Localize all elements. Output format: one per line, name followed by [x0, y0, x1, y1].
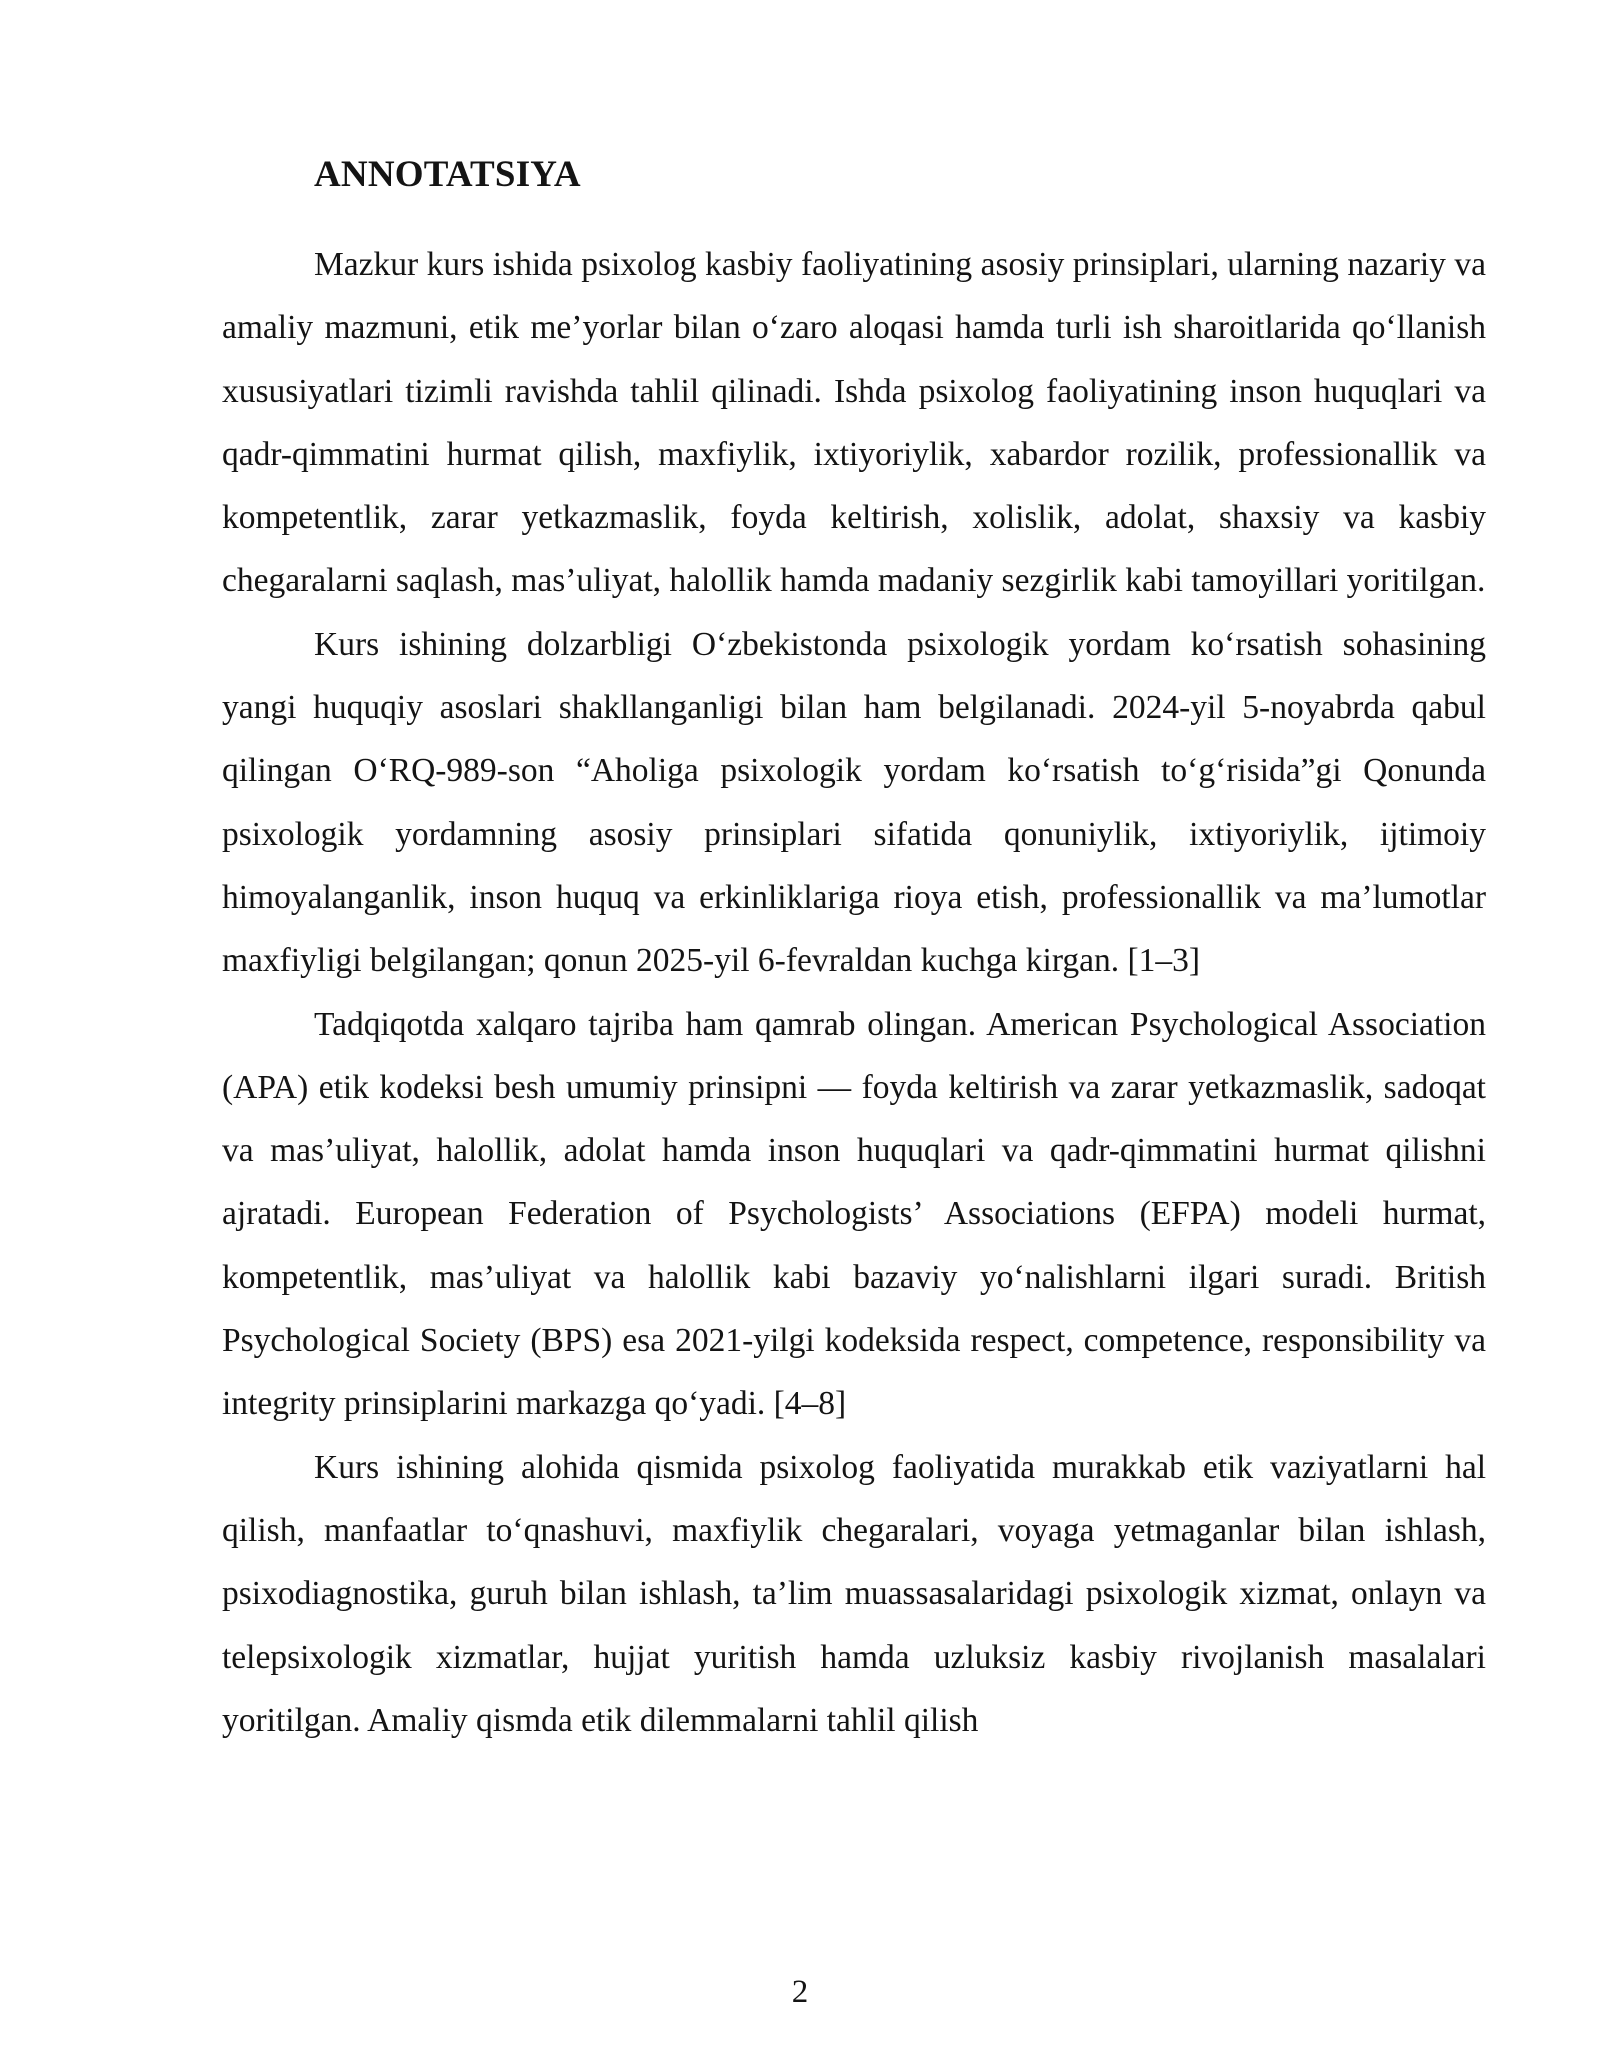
paragraph-international-experience: Tadqiqotda xalqaro tajriba ham qamrab olingan. American Psychological Association (APA) etik kodeksi besh umumiy prinsipni — foyda keltirish va zarar yetkazmaslik, sadoqat va mas’uliyat, halollik, adolat hamda inson huquqlari va qadr-qimmatini hurmat qilishni ajratadi. European Federation of Psychologists’ Associations (EFPA) modeli hurmat, kompetentlik, mas’uliyat va halollik kabi bazaviy yo‘nalishlarni ilgari suradi. British Psychological Society (BPS) esa 2021-yilgi kodeksida respect, competence, responsibility va integrity prinsiplarini markazga qo‘yadi. [4–8] [222, 1005, 1486, 1423]
page-number: 2 [791, 1974, 809, 2010]
paragraph-relevance: Kurs ishining dolzarbligi O‘zbekistonda psixologik yordam ko‘rsatish sohasining yangi huquqiy asoslari shakllanganligi bilan ham belgilanadi. 2024-yil 5-noyabrda qabul qilingan O‘RQ-989-son “Aholiga psixologik yordam ko‘rsatish to‘g‘risida”gi Qonunda psixologik yordamning asosiy prinsiplari sifatida qonuniylik, ixtiyoriylik, ijtimoiy himoyalanganlik, inson huquq va erkinliklariga rioya etish, professionallik va ma’lumotlar maxfiyligi belgilangan; qonun 2025-yil 6-fevraldan kuchga kirgan. [1–3] [222, 625, 1486, 980]
paragraph-special-topics: Kurs ishining alohida qismida psixolog faoliyatida murakkab etik vaziyatlarni hal qilish, manfaatlar to‘qnashuvi, maxfiylik chegaralari, voyaga yetmaganlar bilan ishlash, psixodiagnostika, guruh bilan ishlash, ta’lim muassasalaridagi psixologik xizmat, onlayn va telepsixologik xizmatlar, hujjat yuritish hamda uzluksiz kasbiy rivojlanish masalalari yoritilgan. Amaliy qismda etik dilemmalarni tahlil qilish [222, 1448, 1486, 1739]
paragraph-intro: Mazkur kurs ishida psixolog kasbiy faoliyatining asosiy prinsiplari, ularning nazariy va amaliy mazmuni, etik me’yorlar bilan o‘zaro aloqasi hamda turli ish sharoitlarida qo‘llanish xususiyatlari tizimli ravishda tahlil qilinadi. Ishda psixolog faoliyatining inson huquqlari va qadr-qimmatini hurmat qilish, maxfiylik, ixtiyoriylik, xabardor rozilik, professionallik va kompetentlik, zarar yetkazmaslik, foyda keltirish, xolislik, adolat, shaxsiy va kasbiy chegaralarni saqlash, mas’uliyat, halollik hamda madaniy sezgirlik kabi tamoyillari yoritilgan. [222, 246, 1486, 600]
annotation-body [222, 233, 1486, 1752]
annotation-heading: ANNOTATSIYA [314, 154, 581, 195]
